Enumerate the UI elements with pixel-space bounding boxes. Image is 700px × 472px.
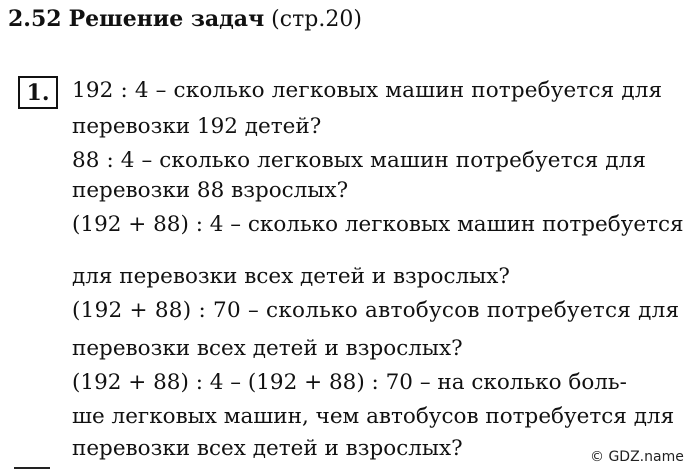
answer-line: (192 + 88) : 4 – сколько легковых машин потребуется — [72, 212, 684, 237]
answer-line: перевозки 192 детей? — [72, 114, 322, 139]
answer-line: ше легковых машин, чем автобусов потребуется для — [72, 404, 675, 429]
corner-rule — [14, 467, 50, 469]
answer-line: перевозки 88 взрослых? — [72, 178, 349, 203]
watermark: © GDZ.name — [590, 449, 684, 465]
answer-line: 192 : 4 – сколько легковых машин потребуется для — [72, 78, 663, 103]
answer-line: (192 + 88) : 4 – (192 + 88) : 70 – на сколько боль- — [72, 370, 627, 395]
answer-line: перевозки всех детей и взрослых? — [72, 436, 463, 461]
page-reference: (стр.20) — [271, 7, 362, 32]
section-heading — [8, 6, 362, 32]
answer-line: для перевозки всех детей и взрослых? — [72, 264, 510, 289]
section-title: Решение задач — [68, 6, 265, 32]
answer-line: (192 + 88) : 70 – сколько автобусов потребуется для — [72, 298, 680, 323]
answer-line: перевозки всех детей и взрослых? — [72, 336, 463, 361]
answer-line: 88 : 4 – сколько легковых машин потребуется для — [72, 148, 647, 173]
task-number-box: 1. — [18, 76, 58, 109]
section-number: 2.52 — [8, 6, 62, 32]
